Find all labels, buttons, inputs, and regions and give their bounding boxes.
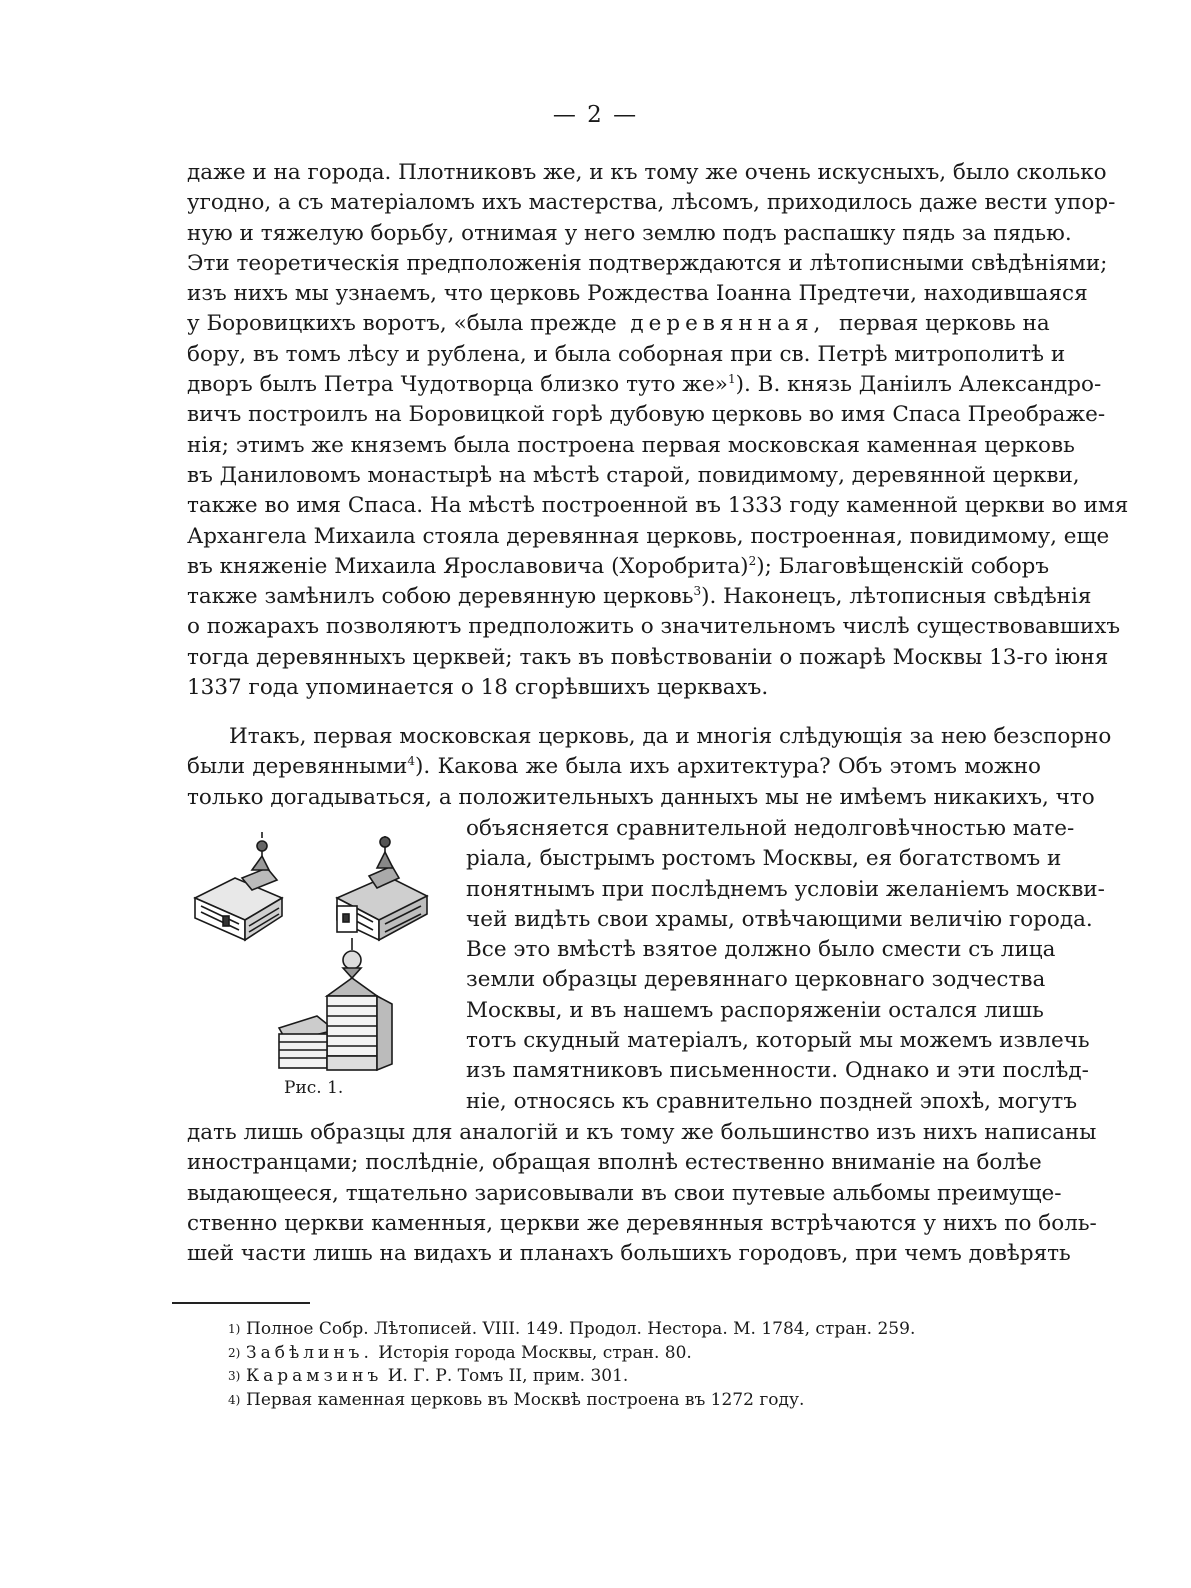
text-line: Эти теоретическія предположенія подтверждаются и лѣтописными свѣдѣніями; bbox=[187, 250, 1108, 276]
footnote-mark: 1) bbox=[228, 1322, 241, 1336]
footnote-ref: 4 bbox=[407, 754, 415, 769]
footnote-mark: 3) bbox=[228, 1369, 241, 1383]
footnote-ref: 2 bbox=[748, 553, 757, 568]
text-fragment: были деревянными bbox=[187, 754, 408, 780]
text-fragment: въ княженіе Михаила Ярославовича (Хоробрита) bbox=[187, 553, 749, 579]
text-line: ріала, быстрымъ ростомъ Москвы, ея богатствомъ и bbox=[466, 846, 1062, 872]
text-line bbox=[187, 582, 1092, 612]
text-line: также во имя Спаса. На мѣстѣ построенной въ 1333 году каменной церкви во имя bbox=[187, 493, 1129, 519]
text-line: иностранцами; послѣдніе, обращая вполнѣ естественно вниманіе на болѣе bbox=[187, 1150, 1042, 1176]
text-line: изъ нихъ мы узнаемъ, что церковь Рождества Іоанна Предтечи, находившаяся bbox=[187, 281, 1088, 307]
page-number: — 2 — bbox=[552, 102, 639, 128]
footnote-text: И. Г. Р. Томъ II, прим. 301. bbox=[382, 1366, 629, 1386]
church-drawing-3 bbox=[279, 938, 392, 1070]
footnote-mark: 2) bbox=[228, 1345, 241, 1360]
text-line: угодно, а съ матеріаломъ ихъ мастерства, лѣсомъ, приходилось даже вести упор- bbox=[187, 190, 1116, 216]
text-line: Все это вмѣстѣ взятое должно было смести съ лица bbox=[466, 937, 1056, 963]
footnote-text: Полное Собр. Лѣтописей. VIII. 149. Продол. Нестора. М. 1784, стран. 259. bbox=[246, 1319, 916, 1339]
text-fragment: также замѣнилъ собою деревянную церковь bbox=[187, 584, 694, 610]
text-line: въ Даниловомъ монастырѣ на мѣстѣ старой, повидимому, деревянной церкви, bbox=[187, 462, 1080, 488]
footnote-ref: 1 bbox=[727, 371, 736, 386]
emphasized-word: деревянная, bbox=[630, 311, 826, 337]
text-fragment: первая церковь на bbox=[839, 311, 1050, 337]
text-line: 1337 года упоминается о 18 сгорѣвшихъ церквахъ. bbox=[187, 675, 769, 701]
footnote-author: Забѣлинъ. bbox=[246, 1342, 373, 1363]
footnote-ref: 3 bbox=[693, 584, 702, 598]
footnote-author: Карамзинъ bbox=[246, 1366, 383, 1386]
paragraph-2-wrapped bbox=[466, 814, 1105, 1117]
text-fragment: ). Наконецъ, лѣтописныя свѣдѣнія bbox=[701, 584, 1092, 610]
text-line: чей видѣть свои храмы, отвѣчающими величію города. bbox=[466, 906, 1093, 932]
footnote bbox=[228, 1342, 988, 1366]
text-fragment: ); Благовѣщенскій соборъ bbox=[756, 553, 1050, 579]
text-line: о пожарахъ позволяютъ предположить о значительномъ числѣ существовавшихъ bbox=[187, 614, 1121, 640]
footnote bbox=[228, 1365, 988, 1389]
text-line: Итакъ, первая московская церковь, да и многія слѣдующія за нею безспорно bbox=[229, 724, 1112, 749]
text-line: шей части лишь на видахъ и планахъ большихъ городовъ, при чемъ довѣрять bbox=[187, 1241, 1071, 1267]
footnote-mark: 4) bbox=[228, 1392, 241, 1407]
text-line: тогда деревянныхъ церквей; такъ въ повѣствованіи о пожарѣ Москвы 13-го іюня bbox=[187, 644, 1109, 670]
text-line bbox=[187, 309, 1050, 339]
church-illustration bbox=[187, 828, 447, 1090]
text-line bbox=[187, 552, 1050, 582]
text-line bbox=[187, 370, 1102, 400]
footnote-text: Первая каменная церковь въ Москвѣ построена въ 1272 году. bbox=[246, 1389, 805, 1410]
footnote-divider bbox=[172, 1302, 310, 1304]
text-line: только догадываться, а положительныхъ данныхъ мы не имѣемъ никакихъ, что bbox=[187, 784, 1095, 810]
text-line: нія; этимъ же княземъ была построена первая московская каменная церковь bbox=[187, 432, 1075, 458]
church-drawing-1 bbox=[195, 832, 282, 940]
text-line: Москвы, и въ нашемъ распоряженіи остался лишь bbox=[466, 997, 1044, 1023]
figure-wooden-churches bbox=[187, 828, 447, 1090]
text-fragment: ). Какова же была ихъ архитектура? Объ этомъ можно bbox=[414, 754, 1041, 780]
text-line: бору, въ томъ лѣсу и рублена, и была соборная при св. Петрѣ митрополитѣ и bbox=[187, 341, 1066, 367]
church-drawing-2 bbox=[337, 836, 427, 940]
text-line: вичъ построилъ на Боровицкой горѣ дубовую церковь во имя Спаса Преображе- bbox=[187, 402, 1106, 428]
paragraph-2-continued bbox=[187, 1118, 1097, 1269]
text-line: Архангела Михаила стояла деревянная церковь, построенная, повидимому, еще bbox=[187, 523, 1110, 549]
text-line: ніе, относясь къ сравнительно поздней эпохѣ, могутъ bbox=[466, 1088, 1078, 1114]
footnote bbox=[228, 1389, 988, 1413]
text-line bbox=[187, 752, 1041, 782]
footnote-text: Исторія города Москвы, стран. 80. bbox=[372, 1342, 692, 1363]
text-line: понятнымъ при послѣднемъ условіи желаніемъ москви- bbox=[466, 876, 1105, 902]
text-fragment: ). В. князь Даніилъ Александро- bbox=[735, 372, 1102, 398]
footnote bbox=[228, 1318, 988, 1342]
text-line: объясняется сравнительной недолговѣчностью мате- bbox=[466, 816, 1075, 841]
text-fragment: у Боровицкихъ воротъ, «была прежде bbox=[187, 311, 617, 337]
paragraph-2 bbox=[187, 722, 1112, 813]
text-line: ственно церкви каменныя, церкви же деревянныя встрѣчаются у нихъ по боль- bbox=[187, 1210, 1097, 1236]
footnotes bbox=[228, 1318, 988, 1412]
paragraph-1 bbox=[187, 158, 1129, 703]
text-line: тотъ скудный матеріалъ, который мы можемъ извлечь bbox=[466, 1028, 1090, 1054]
text-line: ную и тяжелую борьбу, отнимая у него землю подъ распашку пядь за пядью. bbox=[187, 220, 1072, 246]
text-line: дать лишь образцы для аналогій и къ тому же большинство изъ нихъ написаны bbox=[187, 1120, 1097, 1145]
figure-caption: Рис. 1. bbox=[284, 1078, 344, 1098]
text-line: выдающееся, тщательно зарисовывали въ свои путевые альбомы преимуще- bbox=[187, 1180, 1062, 1206]
text-line: изъ памятниковъ письменности. Однако и эти послѣд- bbox=[466, 1058, 1089, 1084]
text-fragment: дворъ былъ Петра Чудотворца близко туто же» bbox=[187, 372, 728, 398]
text-line: даже и на города. Плотниковъ же, и къ тому же очень искусныхъ, было сколько bbox=[187, 160, 1107, 185]
text-line: земли образцы деревяннаго церковнаго зодчества bbox=[466, 967, 1046, 993]
